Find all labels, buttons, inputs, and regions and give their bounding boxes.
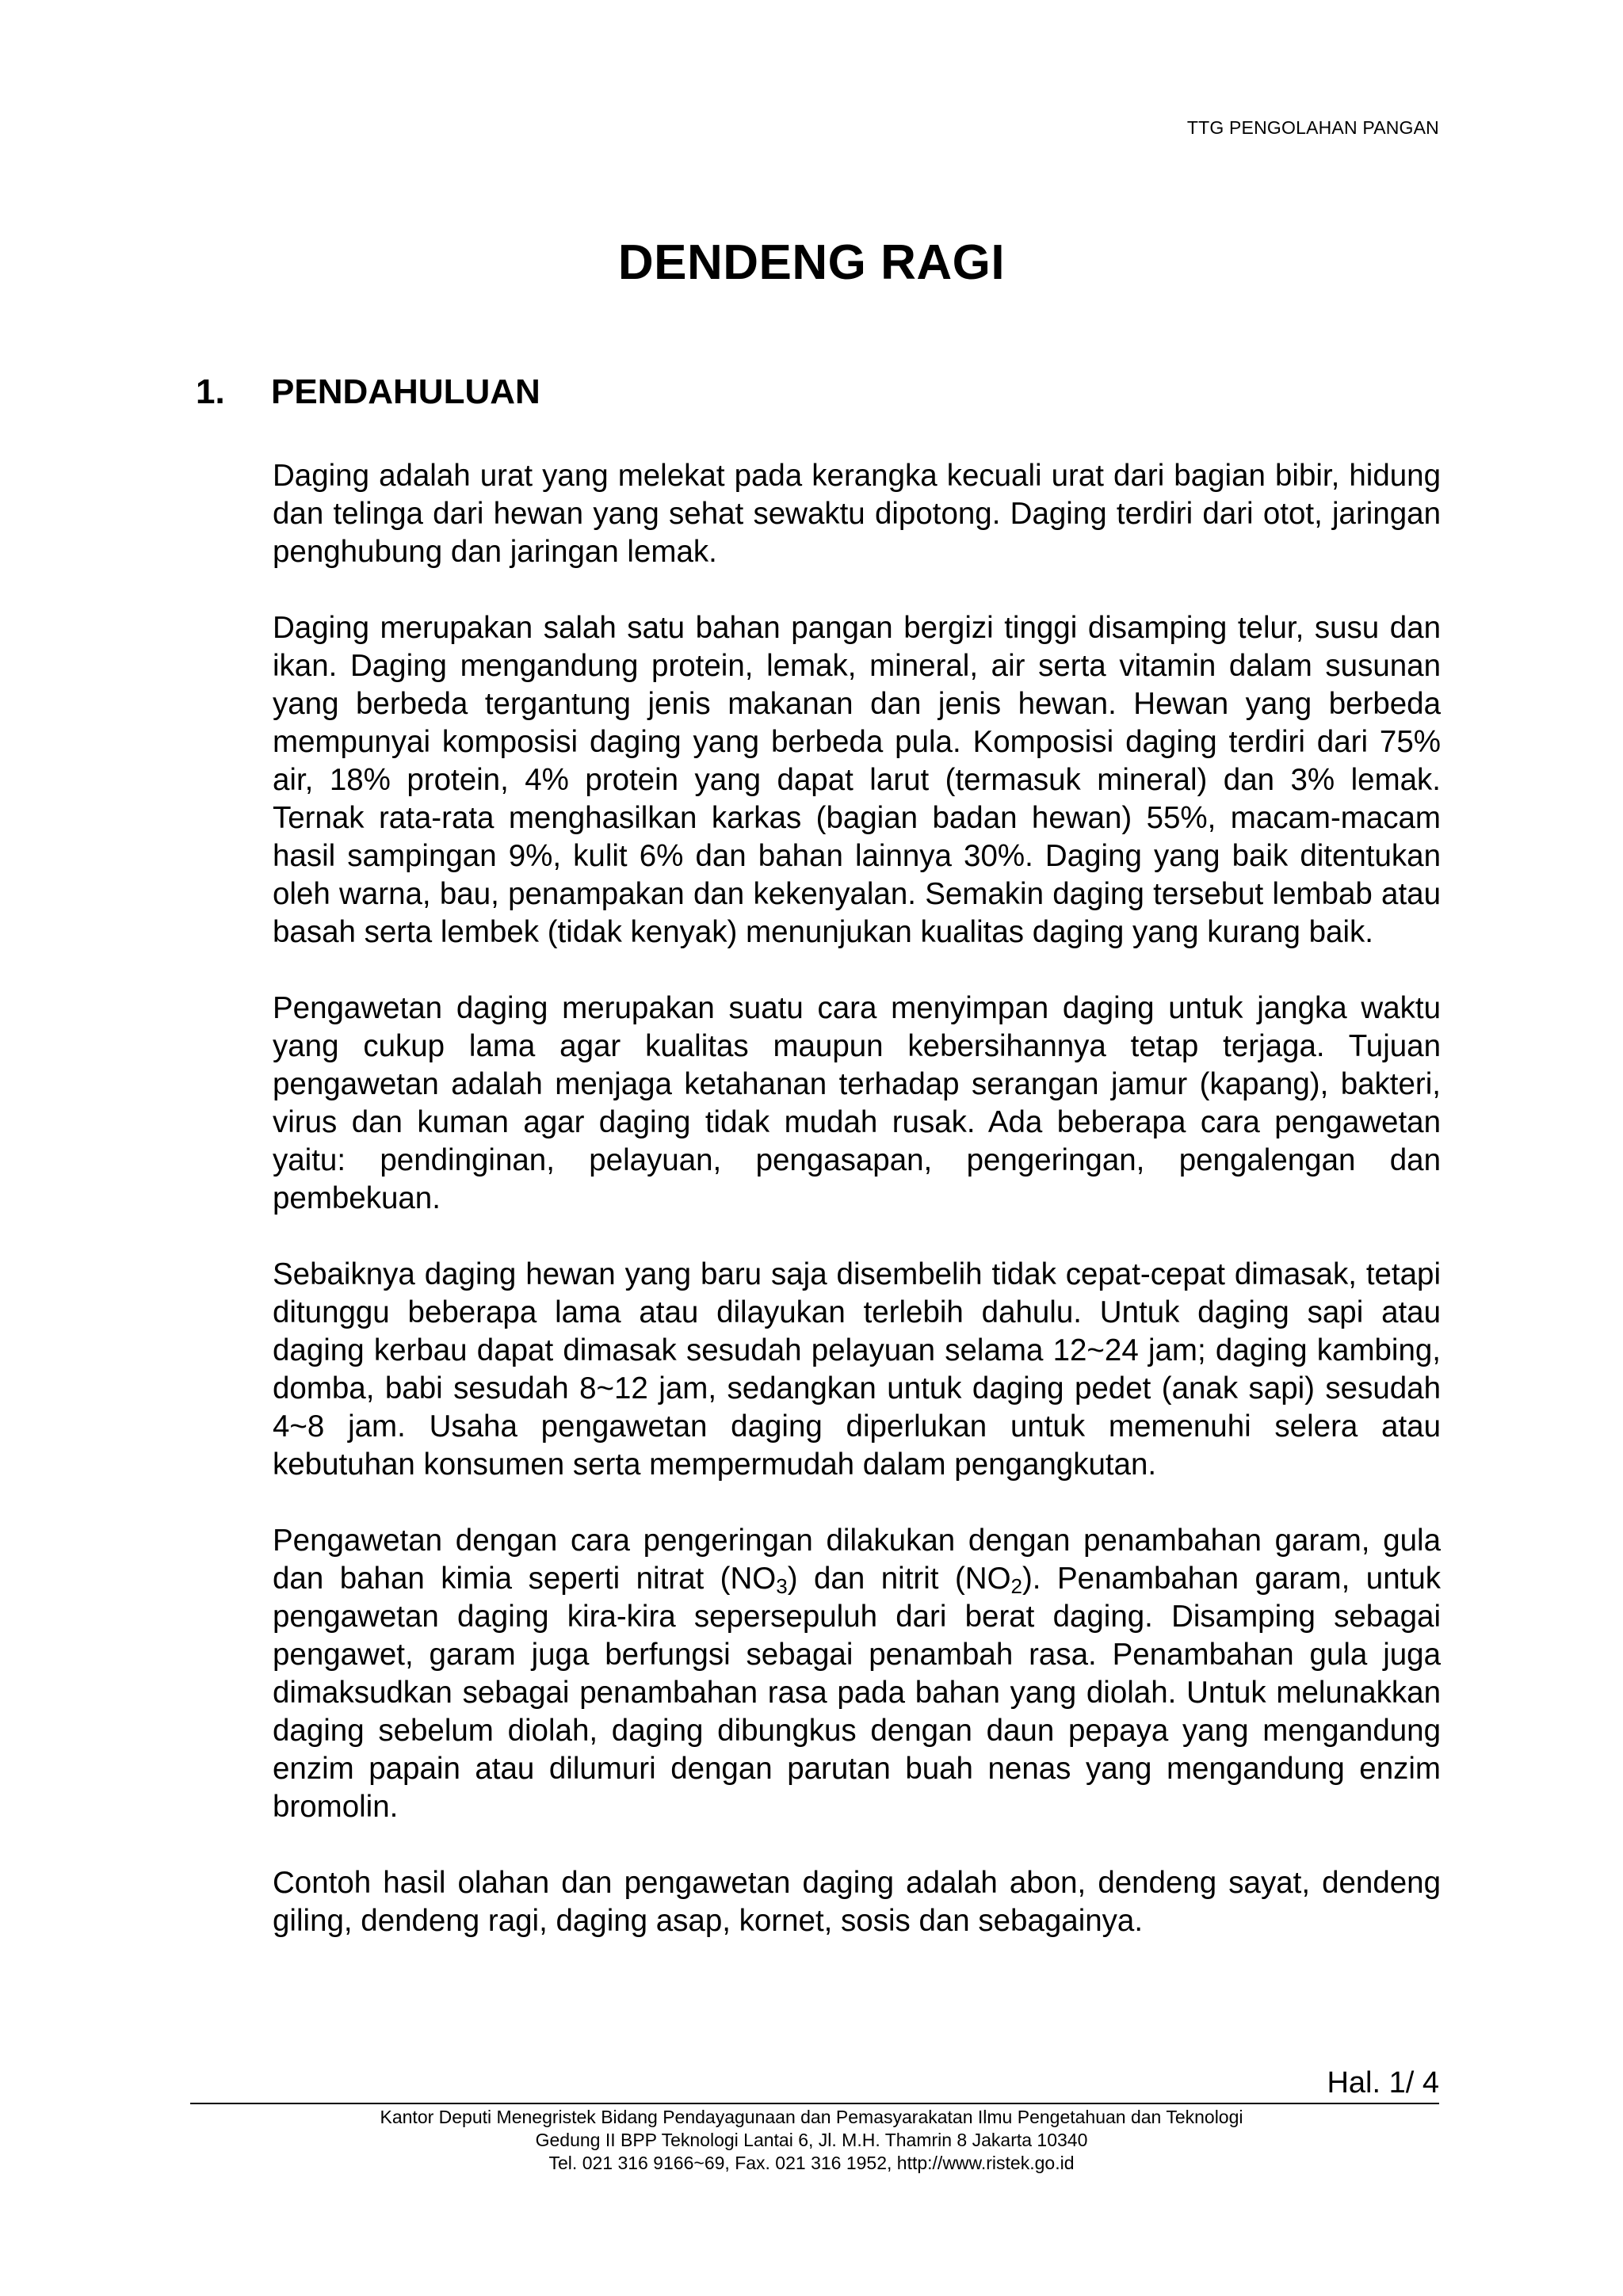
section-number: 1. [196,372,225,411]
header-tag: TTG PENGOLAHAN PANGAN [1186,117,1439,138]
paragraph-6: Contoh hasil olahan dan pengawetan daging adalah abon, dendeng sayat, dendeng giling, dendeng ragi, daging asap, kornet, sosis dan sebagainya. [273,1866,1441,1938]
section-heading [196,372,540,412]
paragraph-5-part-3: ). Penambahan garam, untuk pengawetan daging kira-kira sepersepuluh dari berat daging. Disamping sebagai pengawet, garam juga berfungsi sebagai penambah rasa. Penambahan gula juga dimaksudkan sebagai penambahan rasa pada bahan yang diolah. Untuk melunakkan daging sebelum diolah, daging dibungkus dengan daun pepaya yang mengandung enzim papain atau dilumuri dengan parutan buah nenas yang mengandung enzim bromolin. [273,1562,1441,1824]
document-body [273,457,1441,1978]
document-title: DENDENG RAGI [617,235,1006,290]
section-heading-text: PENDAHULUAN [271,372,540,411]
page-number: Hal. 1/ 4 [1327,2066,1439,2100]
paragraph-5 [273,1522,1441,1826]
paragraph-1: Daging adalah urat yang melekat pada kerangka kecuali urat dari bagian bibir, hidung dan telinga dari hewan yang sehat sewaktu dipotong. Daging terdiri dari otot, jaringan penghubung dan jaringan lemak. [273,459,1441,569]
paragraph-2: Daging merupakan salah satu bahan pangan bergizi tinggi disamping telur, susu dan ikan. Daging mengandung protein, lemak, mineral, air serta vitamin dalam susunan yang berbeda tergantung jenis makanan dan jenis hewan. Hewan yang berbeda mempunyai komposisi daging yang berbeda pula. Komposisi daging terdiri dari 75% air, 18% protein, 4% protein yang dapat larut (termasuk mineral) dan 3% lemak. Ternak rata-rata menghasilkan karkas (bagian badan hewan) 55%, macam-macam hasil sampingan 9%, kulit 6% dan bahan lainnya 30%. Daging yang baik ditentukan oleh warna, bau, penampakan dan kekenyalan. Semakin daging tersebut lembab atau basah serta lembek (tidak kenyak) menunjukan kualitas daging yang kurang baik. [273,611,1441,949]
paragraph-4: Sebaiknya daging hewan yang baru saja disembelih tidak cepat-cepat dimasak, tetapi ditunggu beberapa lama atau dilayukan terlebih dahulu. Untuk daging sapi atau daging kerbau dapat dimasak sesudah pelayuan selama 12~24 jam; daging kambing, domba, babi sesudah 8~12 jam, sedangkan untuk daging pedet (anak sapi) sesudah 4~8 jam. Usaha pengawetan daging diperlukan untuk memenuhi selera atau kebutuhan konsumen serta mempermudah dalam pengangkutan. [273,1257,1441,1482]
nitrite-subscript: 2 [1010,1574,1022,1598]
footer-line-3: Tel. 021 316 9166~69, Fax. 021 316 1952, http://www.ristek.go.id [548,2153,1075,2173]
footer-line-1: Kantor Deputi Menegristek Bidang Pendayagunaan dan Pemasyarakatan Ilmu Pengetahuan dan Teknologi [380,2107,1243,2127]
footer [0,2106,1623,2175]
footer-line-2: Gedung II BPP Teknologi Lantai 6, Jl. M.H. Thamrin 8 Jakarta 10340 [535,2130,1088,2150]
footer-divider [190,2103,1439,2104]
paragraph-5-part-2: ) dan nitrit (NO [787,1562,1011,1596]
nitrate-subscript: 3 [776,1574,788,1598]
paragraph-5-part-1: Pengawetan dengan cara pengeringan dilakukan dengan penambahan garam, gula dan bahan kimia seperti nitrat (NO [273,1524,1441,1596]
paragraph-3: Pengawetan daging merupakan suatu cara menyimpan daging untuk jangka waktu yang cukup lama agar kualitas maupun kebersihannya tetap terjaga. Tujuan pengawetan adalah menjaga ketahanan terhadap serangan jamur (kapang), bakteri, virus dan kuman agar daging tidak mudah rusak. Ada beberapa cara pengawetan yaitu: pendinginan, pelayuan, pengasapan, pengeringan, pengalengan dan pembekuan. [273,991,1441,1215]
